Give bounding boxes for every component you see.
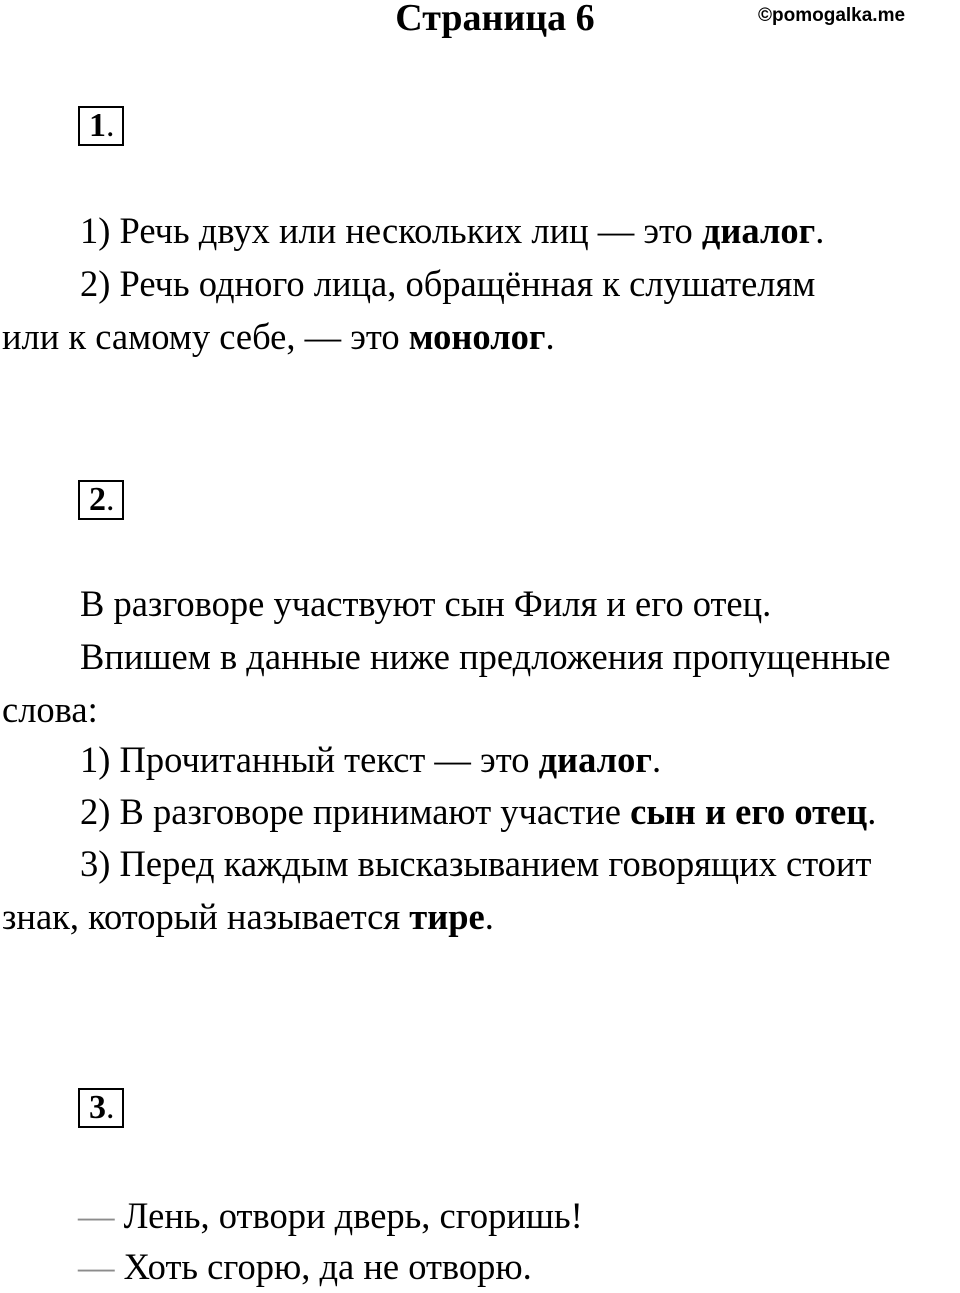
task1-item2-line2	[2, 310, 958, 363]
task-number-digit: 3	[89, 1089, 106, 1126]
task-number-dot: .	[106, 1089, 115, 1126]
task2-item3-line1: 3) Перед каждым высказыванием говорящих стоит	[80, 843, 872, 884]
dialog-dash: —	[78, 1195, 115, 1236]
dialog-line-1	[78, 1189, 583, 1242]
task-number-dot: .	[106, 107, 115, 144]
task1-item1-end: .	[815, 210, 825, 251]
task-number-2	[78, 480, 124, 520]
task-number-1	[78, 106, 124, 146]
dialog-dash: —	[78, 1246, 115, 1287]
task2-item2-end: .	[867, 791, 877, 832]
task2-item3-end: .	[484, 896, 494, 937]
task2-item1	[2, 733, 958, 786]
task1-item1-text: 1) Речь двух или нескольких лиц — это	[80, 210, 702, 251]
task2-item3-line2	[2, 890, 958, 943]
task2-item3	[2, 837, 958, 943]
task2-item1-answer: диалог	[538, 739, 652, 780]
task2-instruction-line2: слова:	[2, 689, 98, 730]
task2-item2-text: 2) В разговоре принимают участие	[80, 791, 631, 832]
task1-item2-answer: монолог	[408, 316, 546, 357]
task2-intro: В разговоре участвуют сын Филя и его отец.	[80, 583, 772, 624]
task-number-dot: .	[106, 481, 115, 518]
task2-item3-answer: тире	[409, 896, 485, 937]
task-number-3	[78, 1088, 124, 1128]
task1-item1-answer: диалог	[701, 210, 816, 251]
page-title: Страница 6	[395, 0, 595, 39]
task-number-digit: 2	[89, 481, 106, 518]
watermark: ©pomogalka.me	[758, 5, 906, 26]
task2-item1-end: .	[651, 739, 662, 780]
dialog-line-2-text: Хоть сгорю, да не отворю.	[114, 1246, 532, 1287]
task1-item2-end: .	[545, 316, 555, 357]
dialog-line-2	[78, 1240, 532, 1293]
task1-item2-line2-text: или к самому себе, — это	[2, 316, 409, 357]
task2-item1-text: 1) Прочитанный текст — это	[80, 739, 539, 780]
task-number-digit: 1	[89, 107, 106, 144]
task1-item2-line1: 2) Речь одного лица, обращённая к слушателям	[80, 263, 816, 304]
task2-item2	[2, 785, 958, 838]
task2-instruction	[2, 630, 958, 736]
task1-item2	[2, 257, 958, 363]
task2-instruction-line1: Впишем в данные ниже предложения пропущенные	[80, 636, 891, 677]
task2-item3-line2-text: знак, который называется	[2, 896, 410, 937]
dialog-line-1-text: Лень, отвори дверь, сгоришь!	[114, 1195, 583, 1236]
task1-item1	[2, 204, 958, 257]
task2-item2-answer: сын и его отец	[630, 791, 868, 832]
